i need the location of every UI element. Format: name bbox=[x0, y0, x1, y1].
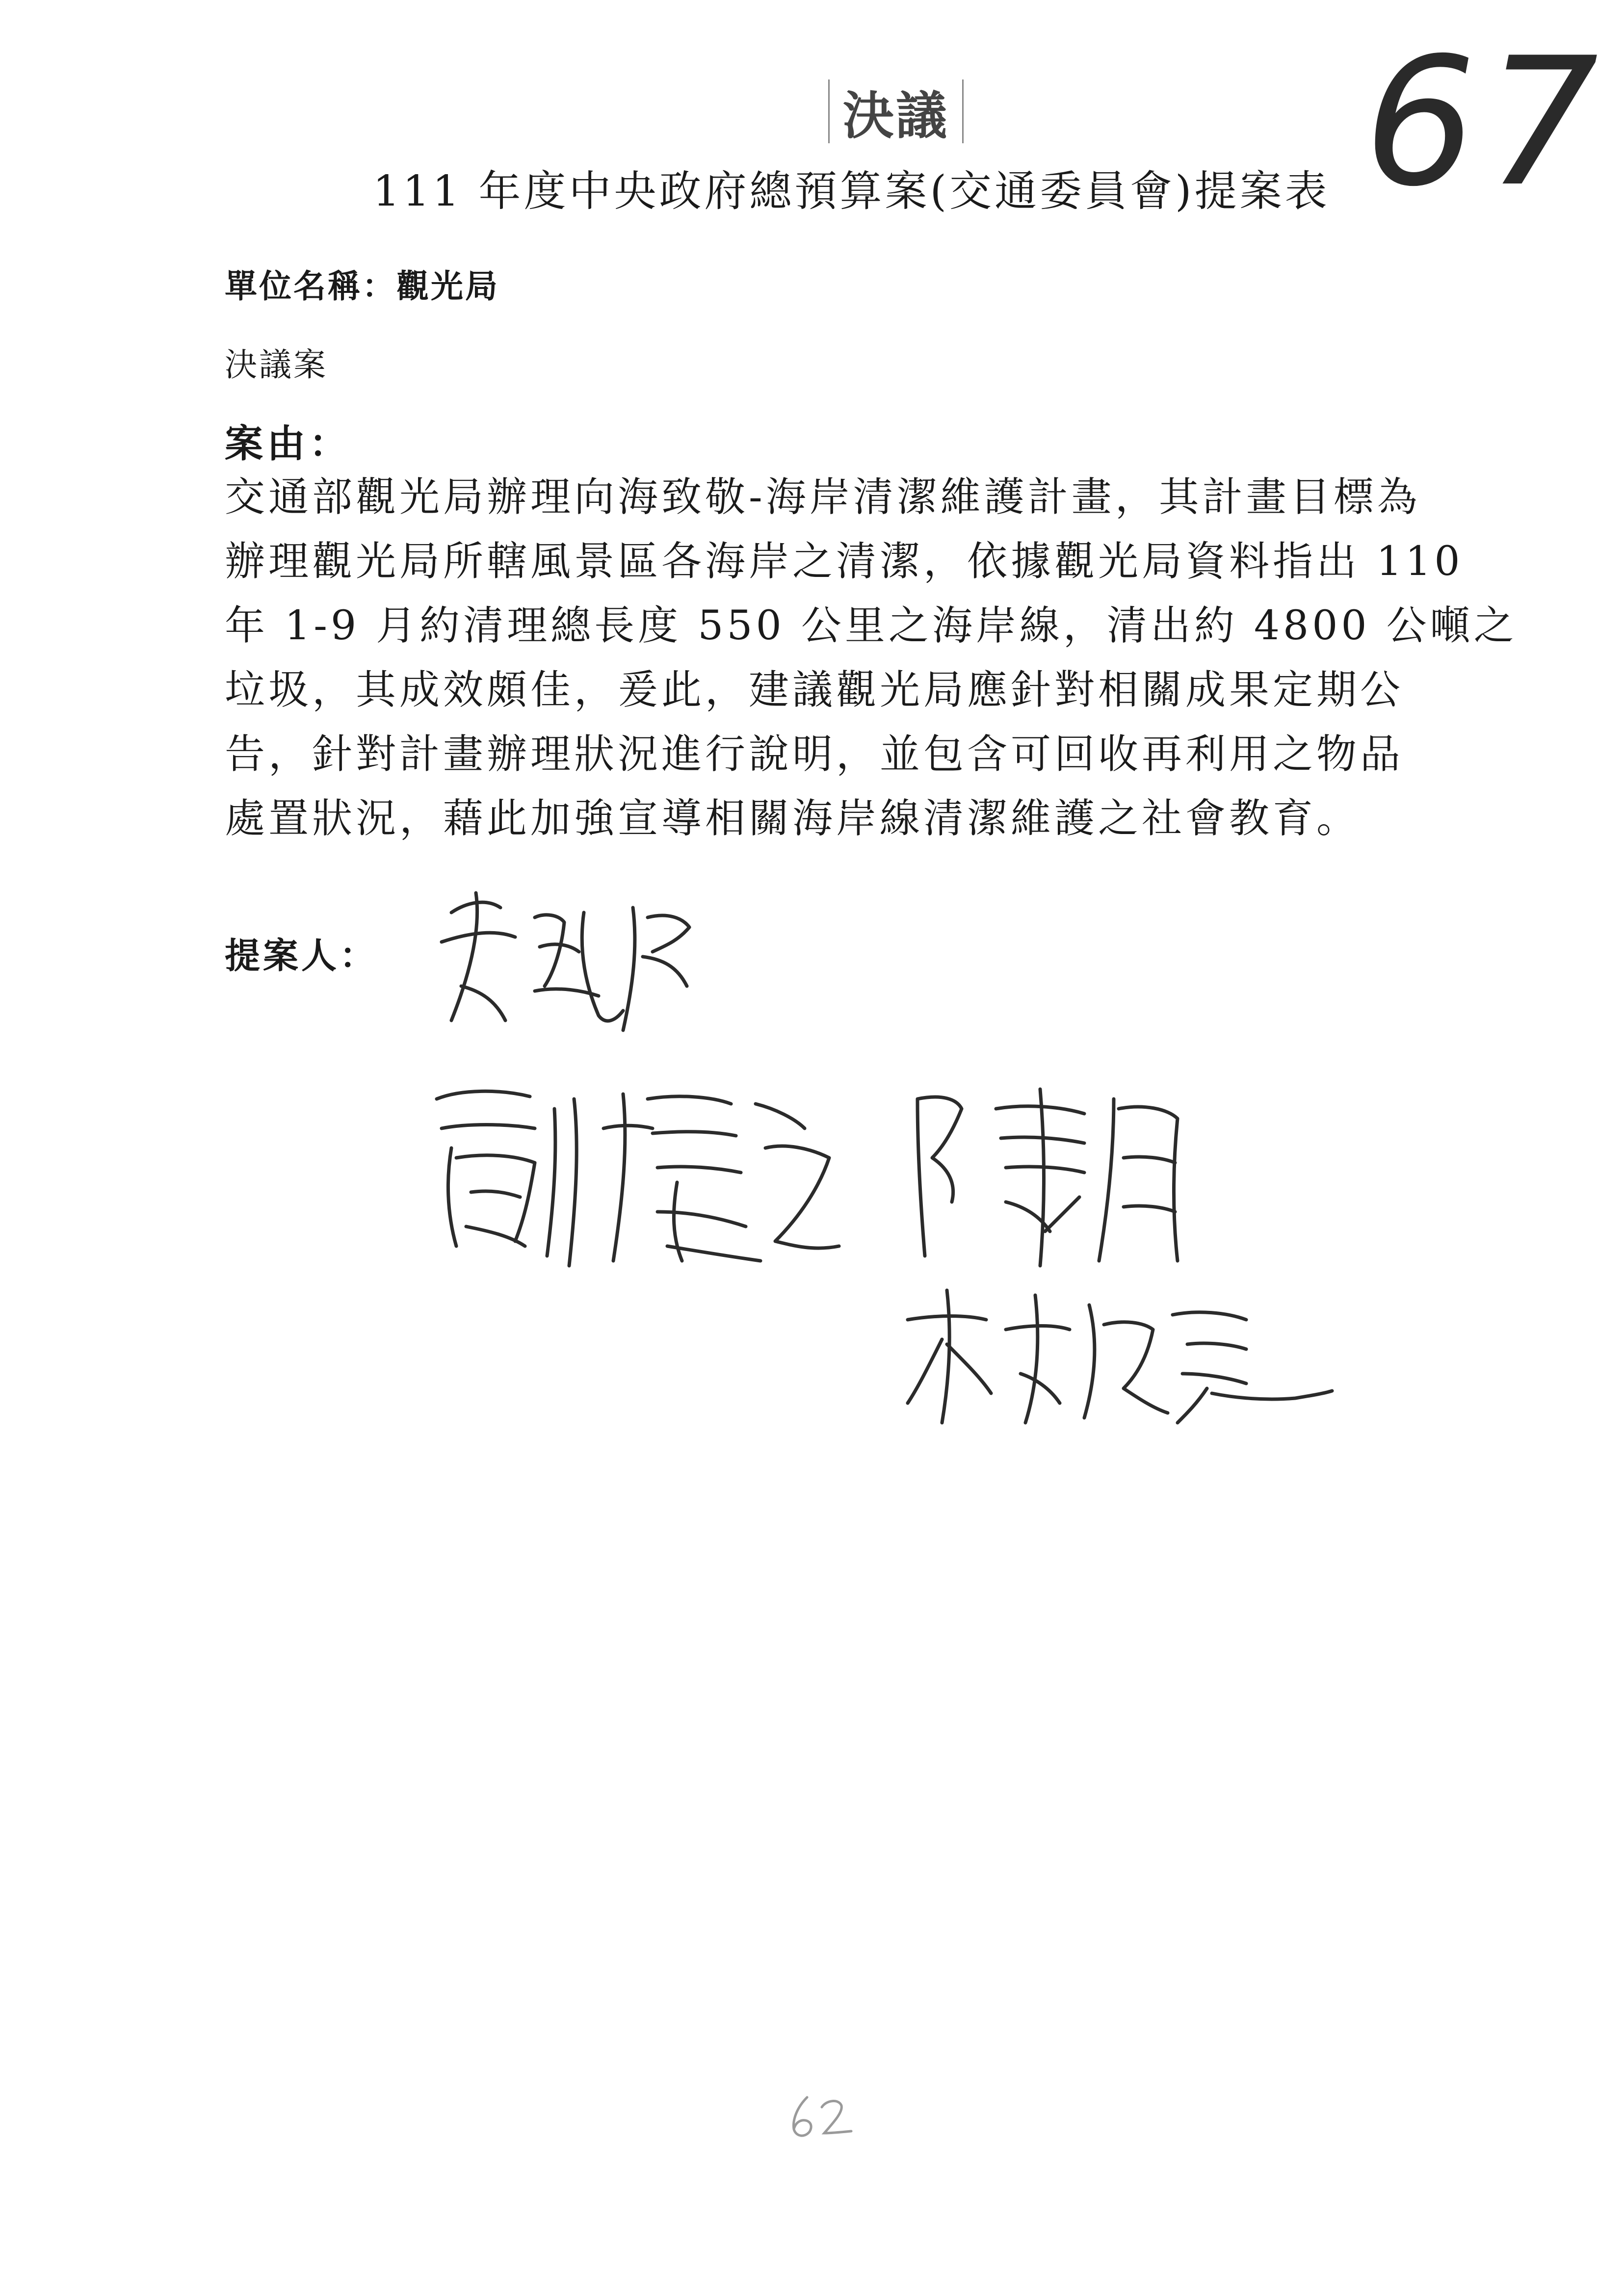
reason-line: 告，針對計畫辦理狀況進行說明，並包含可回收再利用之物品 bbox=[225, 731, 1404, 778]
signature-2 bbox=[422, 1070, 854, 1276]
resolution-stamp bbox=[828, 79, 964, 146]
unit-name-label: 單位名稱： bbox=[225, 267, 396, 305]
reason-line: 年 1-9 月約清理總長度 550 公里之海岸線，清出約 4800 公噸之 bbox=[225, 602, 1518, 649]
proposal-type: 決議案 bbox=[225, 346, 328, 384]
reason-line: 垃圾，其成效頗佳，爰此，建議觀光局應針對相關成果定期公 bbox=[225, 667, 1404, 713]
unit-name-value: 觀光局 bbox=[396, 267, 499, 305]
signature-3 bbox=[898, 1070, 1202, 1276]
resolution-stamp-label: 決議 bbox=[842, 85, 949, 146]
proposer-label: 提案人： bbox=[225, 935, 378, 976]
signature-4 bbox=[893, 1276, 1335, 1433]
handwritten-page-number bbox=[780, 2090, 859, 2144]
reason-line: 辦理觀光局所轄風景區各海岸之清潔，依據觀光局資料指出 110 bbox=[225, 538, 1464, 585]
handwritten-proposal-number: 67 bbox=[1364, 20, 1609, 225]
reason-line: 交通部觀光局辦理向海致敬-海岸清潔維護計畫，其計畫目標為 bbox=[225, 474, 1421, 521]
unit-name-row bbox=[225, 260, 499, 307]
signature-1 bbox=[422, 873, 697, 1050]
reason-label: 案由： bbox=[225, 421, 352, 466]
reason-body bbox=[225, 465, 1518, 851]
reason-line: 處置狀況，藉此加強宣導相關海岸線清潔維護之社會教育。 bbox=[225, 795, 1361, 842]
document-title: 111 年度中央政府總預算案(交通委員會)提案表 bbox=[373, 167, 1330, 216]
